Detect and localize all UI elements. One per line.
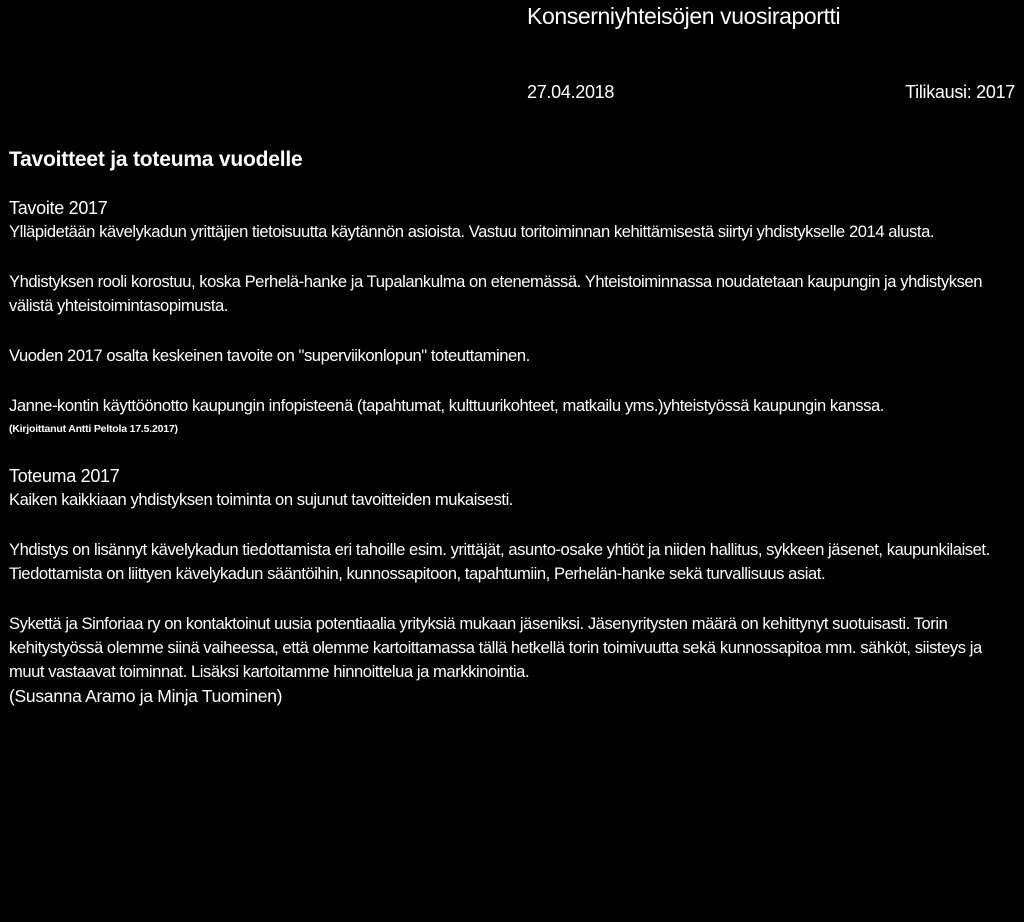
goal-paragraph: Janne-kontin käyttöönotto kaupungin infopisteenä (tapahtumat, kulttuurikohteet, matkailu yms.)yhteistyössä kaupungin kanssa. (9, 396, 884, 415)
goal-heading: Tavoite 2017 (9, 198, 108, 218)
outcome-signature: (Susanna Aramo ja Minja Tuominen) (9, 686, 283, 706)
section-heading: Tavoitteet ja toteuma vuodelle (9, 148, 303, 171)
goal-paragraph: Vuoden 2017 osalta keskeinen tavoite on "superviikonlopun" toteuttaminen. (9, 346, 530, 365)
report-date: 27.04.2018 (527, 82, 615, 102)
outcome-paragraph: Sykettä ja Sinforiaa ry on kontaktoinut uusia potentiaalia yrityksiä mukaan jäseniksi. Jäsenyritysten määrä on kehittynyt suotuisasti. Torin kehitystyössä olemme siinä vaiheessa, että olemme kartoittamassa tällä hetkellä torin toimivuutta sekä kunnossapitoa mm. sähköt, siisteys ja muut vastaavat toiminnat. Lisäksi kartoitamme hinnoittelua ja markkinointia. (9, 614, 982, 681)
goal-author-note: (Kirjoittanut Antti Peltola 17.5.2017) (9, 423, 178, 435)
outcome-heading: Toteuma 2017 (9, 466, 120, 486)
outcome-paragraph: Yhdistys on lisännyt kävelykadun tiedottamista eri tahoille esim. yrittäjät, asunto-osake yhtiöt ja niiden hallitus, sykkeen jäsenet, kaupunkilaiset. Tiedottamista on liittyen kävelykadun sääntöihin, kunnossapitoon, tapahtumiin, Perhelän-hanke sekä turvallisuus asiat. (9, 540, 990, 583)
report-body (9, 196, 1015, 708)
report-fiscal-period: Tilikausi: 2017 (905, 82, 1015, 102)
goal-paragraph: Yhdistyksen rooli korostuu, koska Perhelä-hanke ja Tupalankulma on etenemässä. Yhteistoiminnassa noudatetaan kaupungin ja yhdistyksen välistä yhteistoimintasopimusta. (9, 272, 982, 315)
goal-paragraph: Ylläpidetään kävelykadun yrittäjien tietoisuutta käytännön asioista. Vastuu toritoiminnan kehittämisestä siirtyi yhdistykselle 2014 alusta. (9, 222, 935, 241)
report-title: Konserniyhteisöjen vuosiraportti (527, 3, 841, 29)
outcome-paragraph: Kaiken kaikkiaan yhdistyksen toiminta on sujunut tavoitteiden mukaisesti. (9, 490, 513, 509)
